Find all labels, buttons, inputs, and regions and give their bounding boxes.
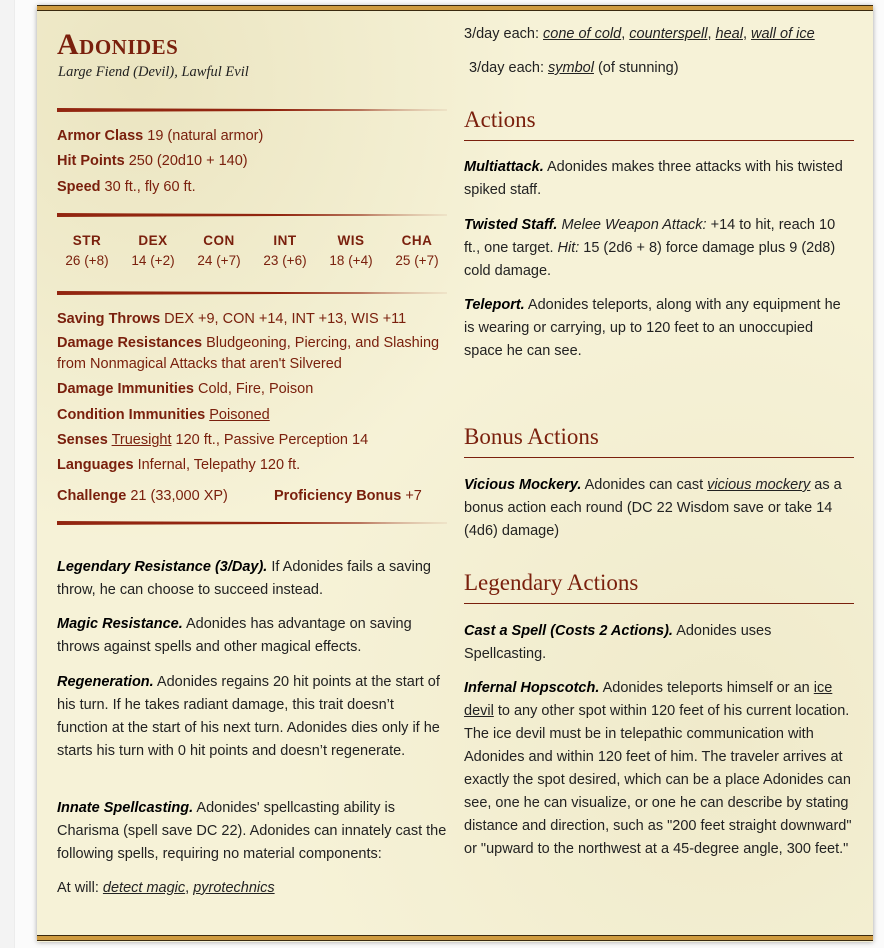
section-legendary-actions: Legendary Actions	[464, 570, 854, 604]
monster-type: Large Fiend (Devil), Lawful Evil	[58, 64, 249, 80]
action-text: Adonides teleports himself or an	[599, 680, 814, 696]
proficiency-bonus-label: Proficiency Bonus	[274, 488, 402, 504]
ability-score: 23 (+6)	[263, 253, 307, 268]
proficiency-bonus	[274, 485, 454, 508]
ability-int	[255, 233, 315, 268]
trait-regeneration	[57, 671, 447, 763]
truesight-link[interactable]: Truesight	[111, 432, 172, 448]
spell-link-counterspell[interactable]: counterspell	[629, 26, 708, 42]
spell-link-cone-of-cold[interactable]: cone of cold	[543, 26, 622, 42]
at-will-spells	[57, 877, 447, 900]
action-name: Vicious Mockery.	[464, 477, 582, 493]
ability-key: DEX	[138, 233, 168, 248]
trait-name: Legendary Resistance (3/Day).	[57, 559, 268, 575]
speed-label: Speed	[57, 179, 101, 195]
trait-name: Magic Resistance.	[57, 616, 183, 632]
ability-score: 26 (+8)	[65, 253, 109, 268]
action-name: Cast a Spell (Costs 2 Actions).	[464, 623, 673, 639]
spell-link-vicious-mockery[interactable]: vicious mockery	[707, 477, 811, 493]
ability-dex	[123, 233, 183, 268]
stat-block-top-border	[37, 5, 873, 11]
challenge-value: 21 (33,000 XP)	[130, 488, 228, 504]
condition-immunities-label: Condition Immunities	[57, 407, 206, 423]
ability-str	[57, 233, 117, 268]
action-text: 15 (2d6 + 8) force damage plus 9 (2d8) cold damage.	[464, 240, 836, 279]
page-left-margin	[0, 0, 15, 948]
senses-label: Senses	[57, 432, 108, 448]
senses-value: 120 ft., Passive Perception 14	[171, 432, 369, 448]
action-teleport	[464, 294, 854, 363]
trait-innate-spellcasting	[57, 797, 447, 866]
ability-key: CHA	[401, 233, 433, 248]
damage-resistances	[57, 333, 447, 375]
ability-score: 18 (+4)	[329, 253, 373, 268]
ability-score: 24 (+7)	[197, 253, 241, 268]
poisoned-link[interactable]: Poisoned	[209, 407, 270, 423]
ability-key: CON	[203, 233, 235, 248]
saving-throws-label: Saving Throws	[57, 311, 161, 327]
spell-link-heal[interactable]: heal	[715, 26, 743, 42]
action-name: Multiattack.	[464, 159, 544, 175]
trait-magic-resistance	[57, 613, 447, 659]
trait-text: If Adonides fails a saving throw, he can choose to succeed instead.	[57, 559, 431, 598]
section-bonus-actions: Bonus Actions	[464, 424, 854, 458]
ability-key: STR	[72, 233, 102, 248]
separator: ,	[707, 26, 716, 42]
speed-value: 30 ft., fly 60 ft.	[104, 179, 196, 195]
armor-class	[57, 126, 263, 147]
trait-name: Regeneration.	[57, 674, 154, 690]
section-actions: Actions	[464, 107, 854, 141]
languages-value: Infernal, Telepathy 120 ft.	[137, 457, 301, 473]
hit-points	[57, 151, 248, 172]
action-twisted-staff	[464, 214, 854, 283]
legendary-infernal-hopscotch	[464, 677, 856, 861]
armor-class-label: Armor Class	[57, 128, 144, 144]
trait-text: Adonides regains 20 hit points at the start of his turn. If he takes radiant damage, this trait doesn’t function at the start of his next turn. Adonides dies only if he starts his turn with 0 hit points and doesn’t regenerate.	[57, 674, 440, 759]
condition-immunities	[57, 404, 447, 427]
ability-con	[189, 233, 249, 268]
separator: ,	[621, 26, 630, 42]
damage-resistances-label: Damage Resistances	[57, 335, 203, 351]
hit-points-label: Hit Points	[57, 153, 125, 169]
damage-resistances-value: Bludgeoning, Piercing, and Slashing from Nonmagical Attacks that aren't Silvered	[57, 335, 440, 372]
attack-type: Melee Weapon Attack:	[557, 217, 707, 233]
speed	[57, 177, 196, 198]
damage-immunities	[57, 378, 447, 401]
separator: ,	[742, 26, 751, 42]
saving-throws-value: DEX +9, CON +14, INT +13, WIS +11	[164, 311, 407, 327]
ability-key: INT	[273, 233, 297, 248]
ability-cha	[387, 233, 447, 268]
spell-link-wall-of-ice[interactable]: wall of ice	[751, 26, 815, 42]
action-name: Teleport.	[464, 297, 525, 313]
armor-class-value: 19 (natural armor)	[147, 128, 264, 144]
damage-immunities-label: Damage Immunities	[57, 381, 194, 397]
languages-label: Languages	[57, 457, 134, 473]
ability-score: 25 (+7)	[395, 253, 439, 268]
trait-name: Innate Spellcasting.	[57, 800, 194, 816]
hit-points-value: 250 (20d10 + 140)	[128, 153, 248, 169]
spell-link-symbol[interactable]: symbol	[548, 60, 594, 76]
ability-key: WIS	[337, 233, 365, 248]
three-per-day-label: 3/day each:	[464, 26, 543, 42]
trait-text: Adonides' spellcasting ability is Charisma (spell save DC 22). Adonides can innately cast the following spells, requiring no material components:	[57, 800, 447, 862]
proficiency-bonus-value: +7	[405, 488, 422, 504]
action-text: Adonides makes three attacks with his twisted spiked staff.	[464, 159, 843, 198]
action-text: as a bonus action each round (DC 22 Wisdom save or take 14 (4d6) damage)	[464, 477, 842, 539]
hit-label: Hit:	[557, 240, 580, 256]
action-text: Adonides uses Spellcasting.	[464, 623, 772, 662]
at-will-label: At will:	[57, 880, 103, 896]
saving-throws	[57, 308, 447, 331]
spell-link-detect-magic[interactable]: detect magic	[102, 880, 186, 896]
action-name: Twisted Staff.	[464, 217, 558, 233]
stat-block-bottom-border	[37, 935, 873, 941]
senses	[57, 429, 447, 452]
ice-devil-link[interactable]: ice devil	[464, 680, 833, 719]
spell-link-pyrotechnics[interactable]: pyrotechnics	[193, 880, 275, 896]
action-text: Adonides teleports, along with any equipment he is wearing or carrying, up to 120 feet to an unoccupied space he can see.	[464, 297, 841, 359]
action-text: +14 to hit, reach 10 ft., one target.	[464, 217, 836, 256]
separator: ,	[185, 880, 194, 896]
languages	[57, 454, 447, 477]
three-per-day-spells	[464, 23, 864, 46]
trait-text: Adonides has advantage on saving throws against spells and other magical effects.	[57, 616, 412, 655]
monster-name: Adonides	[57, 28, 179, 61]
damage-immunities-value: Cold, Fire, Poison	[198, 381, 314, 397]
ability-scores	[57, 233, 447, 268]
three-per-day-spells-2	[469, 57, 859, 80]
trait-legendary-resistance	[57, 556, 447, 602]
legendary-cast-a-spell	[464, 620, 854, 666]
action-text: to any other spot within 120 feet of his current location. The ice devil must be in telepathic communication with Adonides and within 120 feet of him. The traveler arrives at exactly the spot desired, which can be a place Adonides can see, one he can visualize, or one he can describe by stating distance and direction, such as "200 feet straight downward" or "upward to the northwest at a 45-degree angle, 300 feet."	[464, 703, 852, 857]
three-per-day-label: 3/day each:	[469, 60, 548, 76]
action-multiattack	[464, 156, 854, 202]
action-text: Adonides can cast	[581, 477, 708, 493]
challenge-label: Challenge	[57, 488, 127, 504]
ability-score: 14 (+2)	[131, 253, 175, 268]
action-name: Infernal Hopscotch.	[464, 680, 600, 696]
ability-wis	[321, 233, 381, 268]
bonus-vicious-mockery	[464, 474, 854, 543]
spell-note: (of stunning)	[593, 60, 679, 76]
